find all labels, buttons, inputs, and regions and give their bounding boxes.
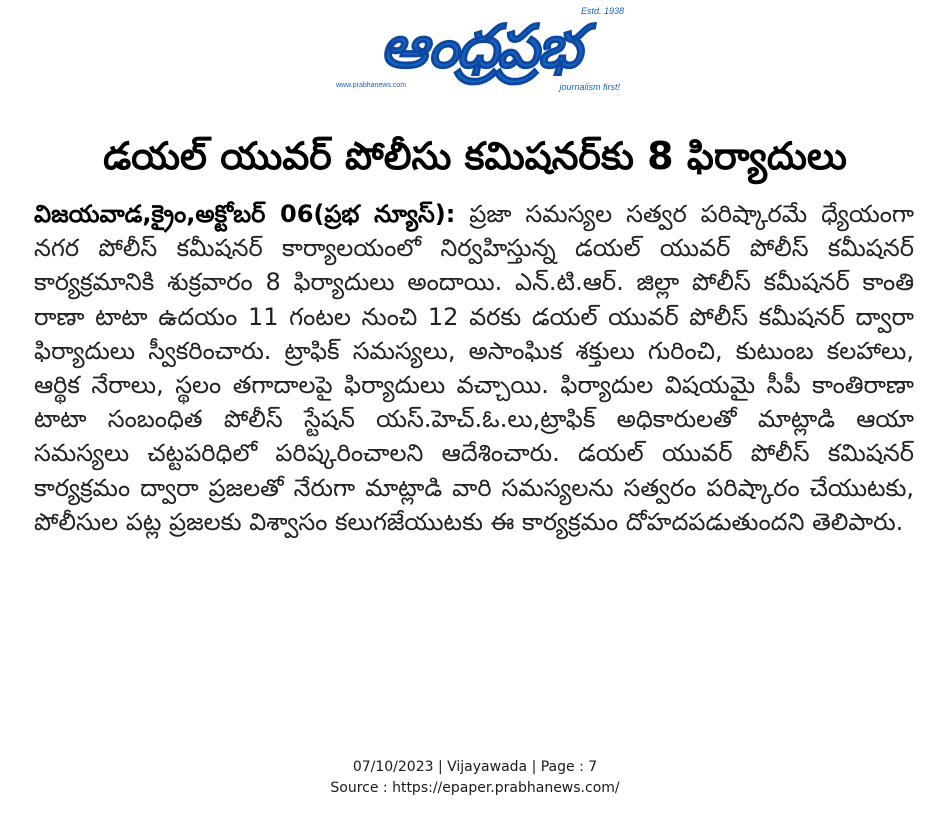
source-link: Source : https://epaper.prabhanews.com/: [330, 780, 620, 796]
logo-website: www.prabhanews.com: [336, 82, 407, 89]
article-text: ప్రజా సమస్యల సత్వర పరిష్కారమే ధ్యేయంగా నగర పోలీస్ కమీషనర్ కార్యాలయంలో నిర్వహిస్తున్న డయల్ యువర్ పోలీస్ కమీషనర్ కార్యక్రమానికి శుక్రవారం 8 ఫిర్యాదులు అందాయి. ఎన్.టి.ఆర్. జిల్లా పోలీస్ కమీషనర్ కాంతి రాణా టాటా ఉదయం 11 గంటల నుంచి 12 వరకు డయల్ యువర్ పోలీస్ కమీషనర్ ద్వారా ఫిర్యాదులు స్వీకరించారు. ట్రాఫిక్ సమస్యలు, అసాంఘిక శక్తులు గురించి, కుటుంబ కలహాలు, ఆర్థిక నేరాలు, స్థలం తగాదాలపై ఫిర్యాదులు వచ్చాయి. ఫిర్యాదుల విషయమై సీపీ కాంతిరాణా టాటా సంబంధిత పోలీస్ స్టేషన్ యస్.హెచ్.ఓ.లు,ట్రాఫిక్ అధికారులతో మాట్లాడి ఆయా సమస్యలు చట్టపరిధిలో పరిష్కరించాలని ఆదేశించారు. డయల్ యువర్ పోలీస్ కమిషనర్ కార్యక్రమం ద్వారా ప్రజలతో నేరుగా మాట్లాడి వారి సమస్యలను సత్వరం పరిష్కారం చేయుటకు, పోలీసుల పట్ల ప్రజలకు విశ్వాసం కలుగజేయుటకు ఈ కార్యక్రమం దోహదపడుతుందని తెలిపారు.: [34, 200, 914, 536]
article-headline: డయల్ యువర్ పోలీసు కమిషనర్‌కు 8 ఫిర్యాదులు: [103, 134, 847, 178]
page-footer: [0, 757, 950, 799]
logo-tagline: journalism first!: [559, 82, 620, 92]
logo-established: Estd. 1938: [580, 6, 624, 16]
logo-text: ఆంధ్రప్రభ: [379, 12, 581, 82]
article-body: [34, 197, 914, 539]
edition-info: 07/10/2023 | Vijayawada | Page : 7: [352, 759, 598, 775]
newspaper-logo: [330, 6, 630, 98]
article-paragraph: [34, 197, 914, 539]
article-dateline: విజయవాడ,క్రైం,అక్టోబర్ 06(ప్రభ న్యూస్):: [34, 200, 456, 228]
masthead: [0, 0, 950, 112]
